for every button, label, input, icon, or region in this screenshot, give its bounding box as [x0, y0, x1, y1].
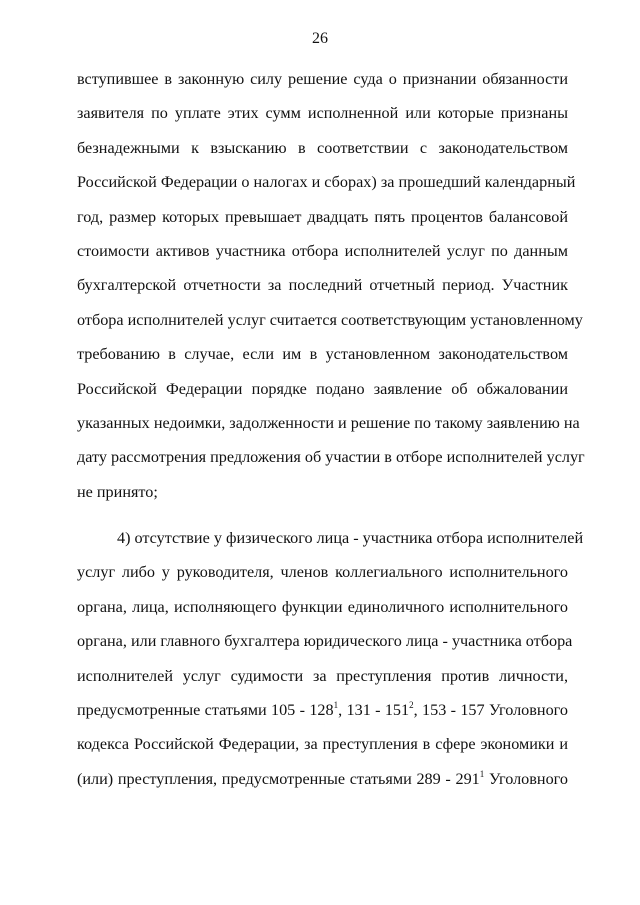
superscript: 1: [333, 700, 339, 711]
superscript: 2: [409, 700, 414, 711]
paragraph-1: [77, 62, 585, 509]
text-line: Российской Федерации о налогах и сборах) за прошедший календарный: [77, 173, 576, 192]
text-line: бухгалтерской отчетности за последний отчетный период. Участник: [77, 276, 568, 295]
text-line: органа, лица, исполняющего функции единоличного исполнительного: [77, 597, 568, 616]
text-line: вступившее в законную силу решение суда о признании обязанности: [77, 70, 568, 88]
text-line: заявителя по уплате этих сумм исполненной или которые признаны: [77, 104, 568, 123]
text-line: услуг либо у руководителя, членов коллегиального исполнительного: [77, 563, 568, 582]
text-line: дату рассмотрения предложения об участии в отборе исполнителей услуг: [77, 448, 585, 467]
superscript: 1: [479, 768, 485, 779]
text-line-with-superscripts: [77, 693, 568, 727]
text-line: стоимости активов участника отбора исполнителей услуг по данным: [77, 241, 568, 260]
text-line: указанных недоимки, задолженности и решение по такому заявлению на: [77, 413, 580, 432]
text-line: безнадежными к взысканию в соответствии с законодательством: [77, 138, 568, 157]
text-line: год, размер которых превышает двадцать пять процентов балансовой: [77, 207, 568, 226]
text-line: требованию в случае, если им в установленном законодательством: [77, 345, 568, 364]
text-line: не принято;: [77, 482, 158, 501]
text-line: Российской Федерации порядке подано заявление об обжаловании: [77, 379, 568, 398]
text-segment: , 131 - 151: [338, 701, 410, 720]
paragraph-2: [77, 521, 584, 796]
document-body: [77, 62, 585, 796]
text-segment: Уголовного: [484, 769, 568, 788]
page-number: 26: [312, 30, 328, 47]
text-segment: (или) преступления, предусмотренные статьями 289 - 291: [77, 769, 480, 788]
text-line: 4) отсутствие у физического лица - участника отбора исполнителей: [117, 529, 584, 548]
paragraph-gap: [77, 509, 568, 521]
text-line: отбора исполнителей услуг считается соответствующим установленному: [77, 310, 583, 329]
text-line: исполнителей услуг судимости за преступления против личности,: [77, 666, 568, 685]
text-segment: предусмотренные статьями 105 - 128: [77, 701, 334, 720]
text-line-with-superscripts: [77, 762, 568, 796]
text-segment: , 153 - 157 Уголовного: [413, 701, 569, 720]
text-line: органа, или главного бухгалтера юридического лица - участника отбора: [77, 632, 573, 651]
text-line: кодекса Российской Федерации, за преступления в сфере экономики и: [77, 735, 568, 754]
